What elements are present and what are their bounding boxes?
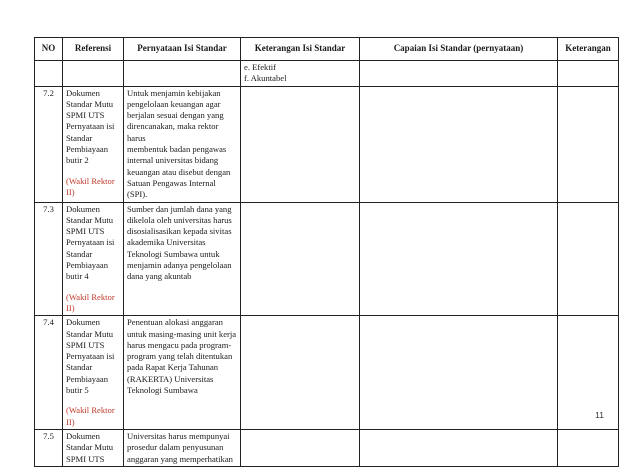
row-keterangan (558, 86, 619, 202)
pernyataan-line: Untuk menjamin kebijakan (127, 87, 221, 98)
row-capaian (360, 316, 558, 430)
referensi-line: Dokumen (66, 203, 100, 214)
pernyataan-line: harus mengacu pada program- (127, 339, 232, 350)
pernyataan-line: Satuan Pengawas Internal (SPI). (127, 177, 216, 200)
table-row (35, 316, 619, 430)
pernyataan-line: membentuk badan pengawas (127, 144, 227, 155)
row-referensi (63, 202, 124, 316)
keterangan-isi-list (241, 61, 360, 87)
pernyataan-line: dana yang akuntab (127, 271, 192, 282)
wakil-line: (Wakil Rektor (66, 175, 115, 186)
row-number: 7.5 (35, 429, 63, 466)
wakil-line: (Wakil Rektor (66, 405, 115, 416)
keterangan-item: f. Akuntabel (244, 73, 287, 84)
referensi-line: Standar (66, 362, 93, 373)
row-pernyataan (124, 316, 241, 430)
standards-table (34, 37, 619, 467)
referensi-line: Dokumen (66, 87, 100, 98)
wakil-line: II) (66, 302, 75, 313)
row-pernyataan (124, 202, 241, 316)
pernyataan-line: pengelolaan keuangan agar (127, 98, 221, 109)
wakil-rektor-note (66, 292, 120, 315)
referensi-line: butir 5 (66, 385, 89, 396)
row-pernyataan (124, 86, 241, 202)
pernyataan-line: akademika Universitas (127, 237, 206, 248)
referensi-line: butir 2 (66, 155, 89, 166)
header-keterangan-isi: Keterangan Isi Standar (241, 38, 360, 61)
pernyataan-line: Teknologi Sumbawa (127, 385, 198, 396)
row-number: 7.2 (35, 86, 63, 202)
pernyataan-line: Teknologi Sumbawa untuk (127, 248, 220, 259)
pernyataan-line: dikelola oleh universitas harus (127, 214, 232, 225)
row-keterangan-isi (241, 86, 360, 202)
table-row (35, 86, 619, 202)
referensi-line: Standar (66, 248, 93, 259)
row-keterangan-isi (241, 316, 360, 430)
row-keterangan-isi (241, 429, 360, 466)
table-row (35, 202, 619, 316)
row-keterangan (558, 316, 619, 430)
wakil-line: II) (66, 416, 75, 427)
referensi-line: Pembiayaan (66, 260, 108, 271)
referensi-line: SPMI UTS (66, 339, 105, 350)
keterangan-item: e. Efektif (244, 62, 276, 72)
header-pernyataan: Pernyataan Isi Standar (124, 38, 241, 61)
pernyataan-line: Sumber dan jumlah dana yang (127, 203, 232, 214)
referensi-line: Pernyataan isi (66, 121, 115, 132)
row-referensi (63, 316, 124, 430)
row-keterangan-isi (241, 202, 360, 316)
header-referensi: Referensi (63, 38, 124, 61)
row-keterangan (558, 202, 619, 316)
wakil-line: (Wakil Rektor (66, 291, 115, 302)
wakil-rektor-note (66, 176, 120, 199)
pernyataan-line: untuk masing-masing unit kerja (127, 328, 237, 339)
referensi-line: Standar Mutu (66, 328, 114, 339)
pernyataan-line: Universitas harus mempunyai (127, 430, 230, 441)
row-referensi (63, 86, 124, 202)
pernyataan-line: anggaran yang memperhatikan (127, 453, 233, 464)
pernyataan-line: internal universitas bidang (127, 155, 219, 166)
pernyataan-line: direncanakan, maka rektor harus (127, 121, 219, 143)
pernyataan-line: (RAKERTA) Universitas (127, 373, 214, 384)
row-referensi (63, 429, 124, 466)
header-capaian: Capaian Isi Standar (pernyataan) (360, 38, 558, 61)
row-keterangan (558, 429, 619, 466)
header-no: NO (35, 38, 63, 61)
referensi-line: Dokumen (66, 430, 100, 441)
header-keterangan: Keterangan (558, 38, 619, 61)
row-capaian (360, 429, 558, 466)
referensi-line: SPMI UTS (66, 110, 105, 121)
referensi-line: SPMI UTS (66, 226, 105, 237)
referensi-line: Pembiayaan (66, 144, 108, 155)
referensi-line: Standar Mutu (66, 98, 114, 109)
row-number: 7.3 (35, 202, 63, 316)
referensi-line: SPMI UTS (66, 453, 105, 464)
referensi-line: Dokumen (66, 317, 100, 328)
referensi-line: Standar Mutu (66, 442, 114, 453)
row-number: 7.4 (35, 316, 63, 430)
referensi-line: Pernyataan isi (66, 351, 115, 362)
referensi-line: Pernyataan isi (66, 237, 115, 248)
referensi-line: Standar (66, 132, 93, 143)
pernyataan-line: pada Rapat Kerja Tahunan (127, 362, 219, 373)
row-pernyataan (124, 429, 241, 466)
continued-row (35, 61, 619, 87)
referensi-line: butir 4 (66, 271, 89, 282)
pernyataan-line: disosialisasikan kepada sivitas (127, 226, 232, 237)
wakil-line: II) (66, 186, 75, 197)
row-capaian (360, 86, 558, 202)
row-capaian (360, 202, 558, 316)
pernyataan-line: menjamin adanya pengelolaan (127, 260, 232, 271)
header-row (35, 38, 619, 61)
pernyataan-line: berjalan sesuai dengan yang (127, 110, 224, 121)
pernyataan-line: keuangan atau disebut dengan (127, 166, 231, 177)
referensi-line: Standar Mutu (66, 214, 114, 225)
pernyataan-line: program yang telah ditentukan (127, 351, 233, 362)
pernyataan-line: Penentuan alokasi anggaran (127, 317, 223, 328)
referensi-line: Pembiayaan (66, 373, 108, 384)
pernyataan-line: prosedur dalam penyusunan (127, 442, 224, 453)
page-number: 11 (595, 410, 604, 420)
table-row (35, 429, 619, 466)
wakil-rektor-note (66, 405, 120, 428)
